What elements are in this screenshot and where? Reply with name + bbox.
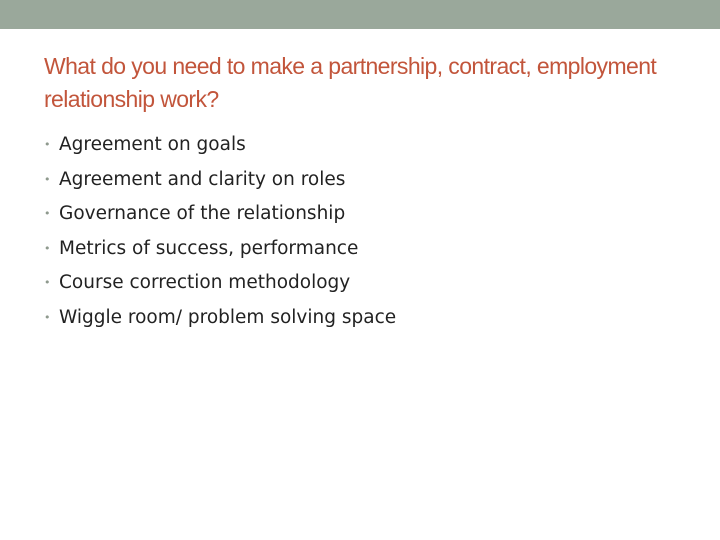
- bullet-dot-icon: •: [44, 241, 51, 255]
- bullet-item: [44, 303, 396, 338]
- bullet-dot-icon: •: [44, 207, 51, 221]
- bullet-text: Wiggle room/ problem solving space: [59, 306, 397, 328]
- top-accent-bar: [0, 0, 720, 29]
- bullet-text: Course correction methodology: [59, 272, 351, 294]
- slide-title: What do you need to make a partnership, contract, employment relationship work?: [44, 53, 657, 112]
- bullet-dot-icon: •: [44, 138, 51, 151]
- bullet-list: [44, 130, 396, 338]
- bullet-text: Agreement on goals: [59, 134, 246, 155]
- bullet-dot-icon: •: [44, 276, 51, 290]
- bullet-text: Agreement and clarity on roles: [59, 168, 346, 190]
- bullet-item: [44, 130, 396, 165]
- bullet-item: [44, 165, 396, 200]
- bullet-item: [44, 199, 396, 234]
- bullet-item: [44, 268, 396, 303]
- bullet-text: Metrics of success, performance: [59, 237, 359, 259]
- bullet-text: Governance of the relationship: [59, 203, 346, 225]
- bullet-dot-icon: •: [44, 310, 51, 324]
- bullet-dot-icon: •: [44, 172, 51, 186]
- bullet-item: [44, 234, 396, 269]
